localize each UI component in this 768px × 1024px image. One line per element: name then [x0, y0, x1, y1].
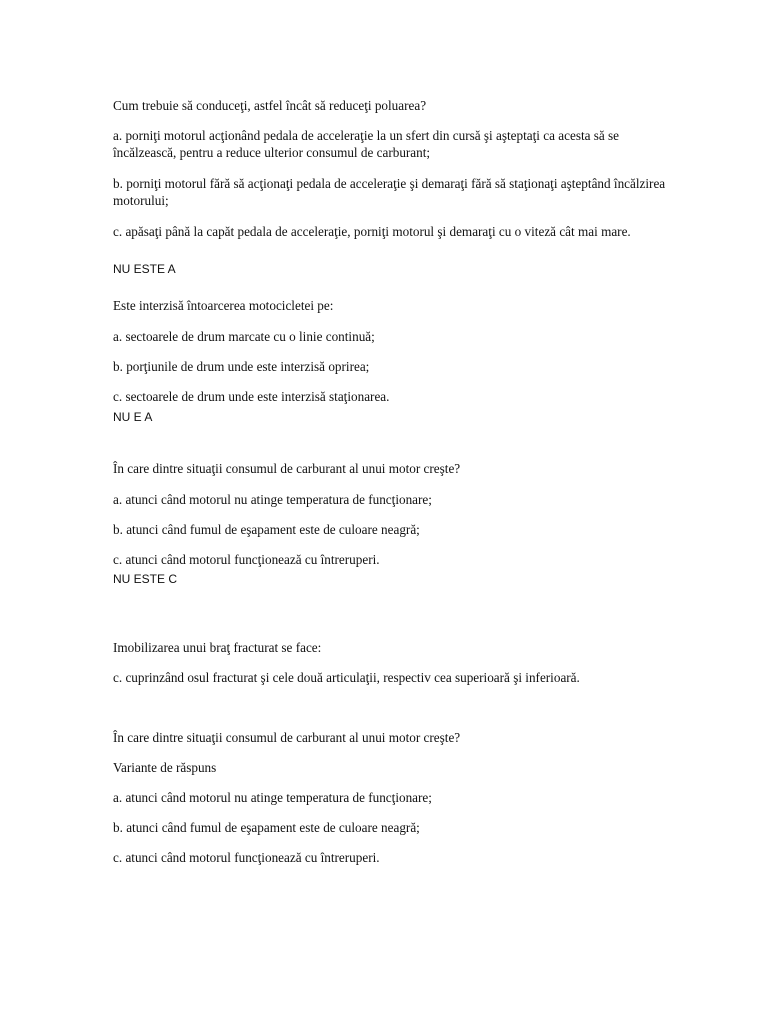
- question-2-option-a: a. sectoarele de drum marcate cu o linie continuă;: [113, 329, 375, 344]
- question-5-option-c: c. atunci când motorul funcţionează cu întreruperi.: [113, 850, 380, 865]
- question-5-option-b: b. atunci când fumul de eşapament este de culoare neagră;: [113, 820, 420, 835]
- question-3-option-c: c. atunci când motorul funcţionează cu întreruperi.: [113, 552, 380, 567]
- question-1-note: NU ESTE A: [113, 262, 176, 276]
- question-3-option-b: b. atunci când fumul de eşapament este de culoare neagră;: [113, 522, 420, 537]
- question-2-note: NU E A: [113, 410, 153, 424]
- question-2-option-b: b. porţiunile de drum unde este interzisă oprirea;: [113, 359, 370, 374]
- question-2-option-c: c. sectoarele de drum unde este interzisă staţionarea.: [113, 389, 390, 404]
- question-4-text: Imobilizarea unui braţ fracturat se face:: [113, 640, 322, 655]
- question-5-variants-label: Variante de răspuns: [113, 760, 217, 775]
- question-1-option-c: c. apăsaţi până la capăt pedala de acceleraţie, porniţi motorul şi demaraţi cu o viteză cât mai mare.: [113, 224, 631, 239]
- question-3-option-a: a. atunci când motorul nu atinge temperatura de funcţionare;: [113, 492, 432, 507]
- question-3-note: NU ESTE C: [113, 572, 178, 586]
- question-3-text: În care dintre situaţii consumul de carburant al unui motor creşte?: [113, 461, 461, 476]
- question-2-text: Este interzisă întoarcerea motocicletei pe:: [113, 298, 334, 313]
- question-1-option-b: b. porniţi motorul fără să acţionaţi pedala de acceleraţie şi demaraţi fără să staţionaţi aşteptând încălzirea motorului;: [113, 176, 666, 208]
- question-4-option-c: c. cuprinzând osul fracturat şi cele două articulaţii, respectiv cea superioară şi inferioară.: [113, 670, 580, 685]
- question-1-option-a: a. porniţi motorul acţionând pedala de acceleraţie la un sfert din cursă şi aşteptaţi ca acesta să se încălzească, pentru a reduce ulterior consumul de carburant;: [113, 128, 620, 160]
- question-5-text: În care dintre situaţii consumul de carburant al unui motor creşte?: [113, 730, 461, 745]
- question-5-option-a: a. atunci când motorul nu atinge temperatura de funcţionare;: [113, 790, 432, 805]
- question-1-text: Cum trebuie să conduceţi, astfel încât să reduceţi poluarea?: [113, 98, 427, 113]
